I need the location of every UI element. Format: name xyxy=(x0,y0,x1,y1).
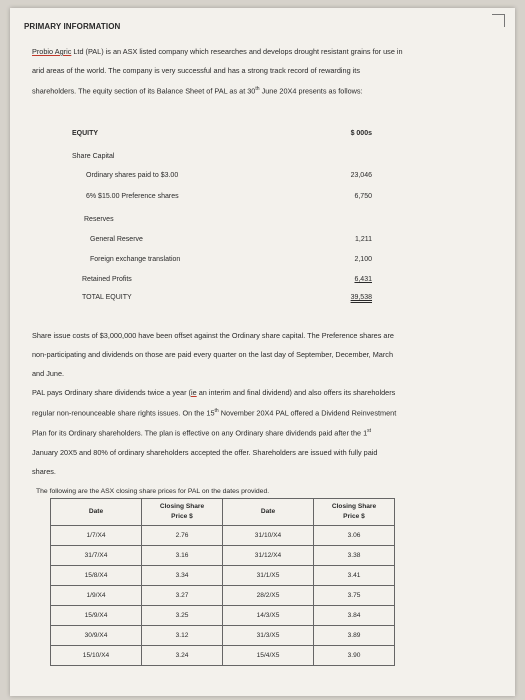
notes-paragraphs xyxy=(32,326,502,481)
price-cell: 3.27 xyxy=(142,586,223,606)
table-row xyxy=(51,586,395,606)
document-page xyxy=(10,8,515,696)
date-cell: 31/7/X4 xyxy=(51,546,142,566)
price-cell: 3.24 xyxy=(142,646,223,666)
date-header: Date xyxy=(51,499,142,526)
date-cell: 31/10/X4 xyxy=(223,526,314,546)
price-cell: 3.34 xyxy=(142,566,223,586)
price-header: Closing Share Price $ xyxy=(314,499,395,526)
date-header: Date xyxy=(223,499,314,526)
total-equity-label: TOTAL EQUITY xyxy=(82,294,132,301)
date-cell: 31/12/X4 xyxy=(223,546,314,566)
price-cell: 3.75 xyxy=(314,586,395,606)
general-reserve-value: 1,211 xyxy=(355,236,372,243)
share-capital-label: Share Capital xyxy=(72,153,115,160)
table-row xyxy=(51,646,395,666)
date-cell: 30/9/X4 xyxy=(51,626,142,646)
table-row xyxy=(51,606,395,626)
price-cell: 3.25 xyxy=(142,606,223,626)
date-cell: 1/9/X4 xyxy=(51,586,142,606)
total-equity-value: 39,538 xyxy=(350,294,372,301)
fx-translation-value: 2,100 xyxy=(354,256,372,263)
table-header-row xyxy=(51,499,395,526)
company-name: Probio Agric xyxy=(32,47,72,56)
table-row xyxy=(51,546,395,566)
price-cell: 3.90 xyxy=(314,646,395,666)
reserves-label: Reserves xyxy=(84,216,114,223)
price-cell: 3.12 xyxy=(142,626,223,646)
price-cell: 3.41 xyxy=(314,566,395,586)
price-cell: 3.06 xyxy=(314,526,395,546)
section-title: PRIMARY INFORMATION xyxy=(24,22,121,31)
date-cell: 15/10/X4 xyxy=(51,646,142,666)
date-cell: 1/7/X4 xyxy=(51,526,142,546)
table-row xyxy=(51,626,395,646)
preference-shares-label: 6% $15.00 Preference shares xyxy=(86,193,179,200)
date-cell: 31/3/X5 xyxy=(223,626,314,646)
ordinary-shares-value: 23,046 xyxy=(350,172,372,179)
preference-shares-value: 6,750 xyxy=(354,193,372,200)
ordinary-shares-label: Ordinary shares paid to $3.00 xyxy=(86,172,179,179)
date-cell: 15/9/X4 xyxy=(51,606,142,626)
price-cell: 3.84 xyxy=(314,606,395,626)
date-cell: 15/4/X5 xyxy=(223,646,314,666)
share-issue-paragraph: Share issue costs of $3,000,000 have been offset against the Ordinary share capital. The Preference shares are non-participating and dividends on those are paid every quarter on the last day of September, December, March and June. xyxy=(32,331,394,378)
page-corner-mark xyxy=(492,14,505,27)
date-cell: 31/1/X5 xyxy=(223,566,314,586)
date-cell: 15/8/X4 xyxy=(51,566,142,586)
price-header: Closing Share Price $ xyxy=(142,499,223,526)
share-price-intro: The following are the ASX closing share prices for PAL on the dates provided. xyxy=(36,488,270,495)
price-cell: 3.16 xyxy=(142,546,223,566)
equity-heading: EQUITY xyxy=(72,130,99,137)
table-row xyxy=(51,566,395,586)
table-row xyxy=(51,526,395,546)
unit-label: $ 000s xyxy=(350,130,372,137)
date-cell: 28/2/X5 xyxy=(223,586,314,606)
retained-profits-value: 6,431 xyxy=(354,276,372,283)
price-cell: 2.76 xyxy=(142,526,223,546)
retained-profits-label: Retained Profits xyxy=(82,276,132,283)
general-reserve-label: General Reserve xyxy=(90,236,143,243)
dividend-paragraph: PAL pays Ordinary share dividends twice a year (ie an interim and final dividend) and also offers its shareholders regular non-renounceable share rights issues. On the 15th November 20X4 PAL offered a Dividend Reinvestment Plan for its Ordinary shareholders. The plan is effective on any Ordinary share dividends paid after the 1st January 20X5 and 80% of ordinary shareholders accepted the offer. Shareholders are issued with fully paid shares. xyxy=(32,388,397,476)
price-cell: 3.89 xyxy=(314,626,395,646)
intro-paragraph: Probio Agric Ltd (PAL) is an ASX listed company which researches and develops drought resistant grains for use in arid areas of the world. The company is very successful and has a strong track record of rewarding its shareholders. The equity section of its Balance Sheet of PAL as at 30th June 20X4 presents as follows: xyxy=(32,47,403,96)
fx-translation-label: Foreign exchange translation xyxy=(90,256,181,263)
date-cell: 14/3/X5 xyxy=(223,606,314,626)
share-price-table xyxy=(50,498,395,666)
price-cell: 3.38 xyxy=(314,546,395,566)
